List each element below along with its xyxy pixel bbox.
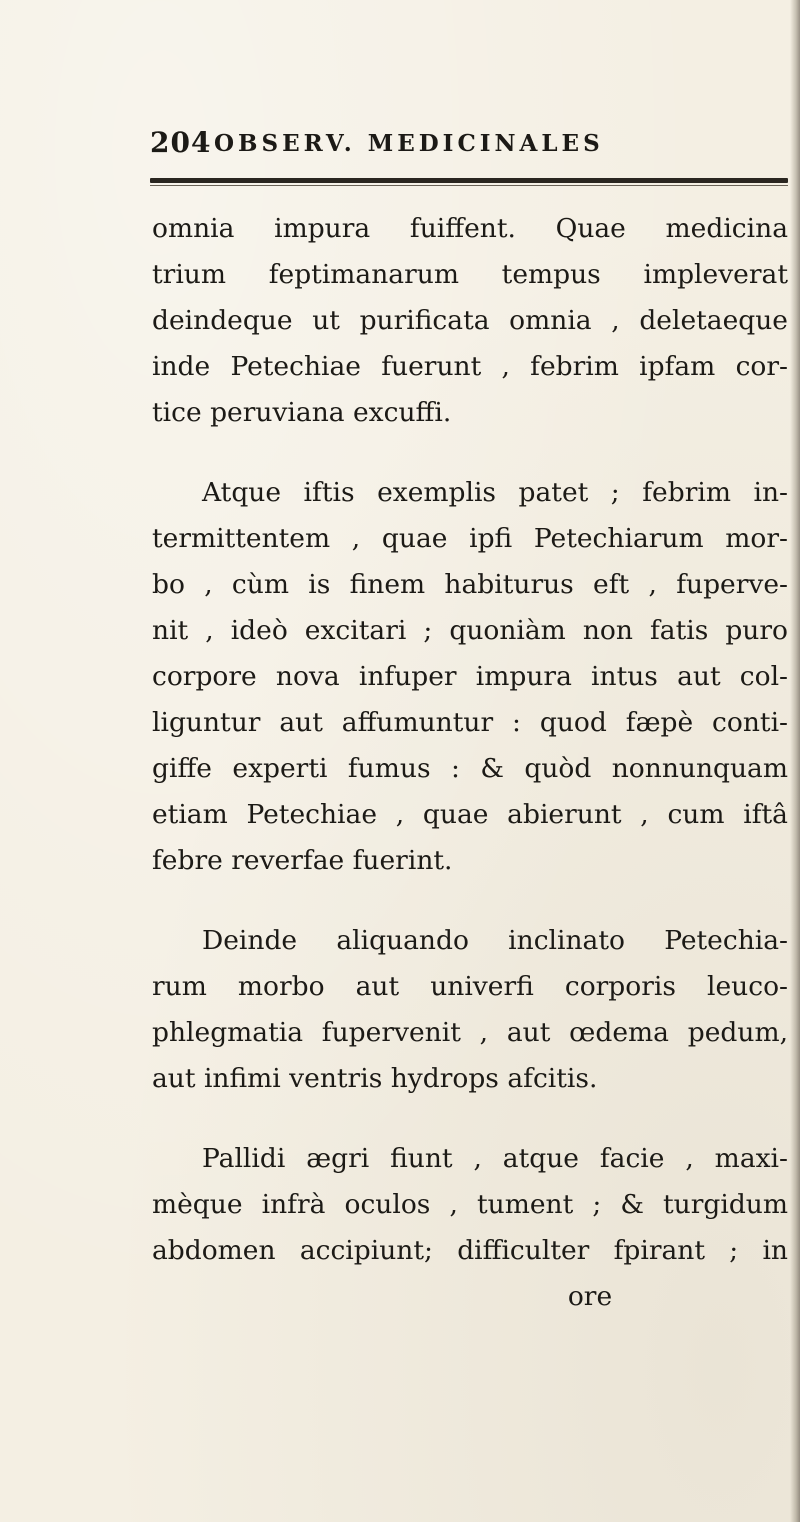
running-title: OBSERV. MEDICINALES xyxy=(214,130,604,157)
text-line: Pallidi ægri fiunt , atque facie , maxi- xyxy=(202,1143,788,1174)
page-edge-shadow xyxy=(790,0,800,1522)
header-rule xyxy=(150,178,788,183)
text-line: mèque infrà oculos , tument ; & turgidum xyxy=(152,1189,788,1220)
running-header xyxy=(150,126,790,166)
text-line: inde Petechiae fuerunt , febrim ipfam cor- xyxy=(152,351,788,382)
page-number: 204 xyxy=(150,126,212,159)
text-line: deindeque ut purificata omnia , deletaeque xyxy=(152,305,788,336)
text-line: abdomen accipiunt; difficulter fpirant ; in xyxy=(152,1235,788,1266)
text-line: bo , cùm is finem habiturus eft , fuperve- xyxy=(152,569,788,600)
text-line: corpore nova infuper impura intus aut col- xyxy=(152,661,788,692)
body-text xyxy=(152,206,788,1320)
text-line: rum morbo aut univerfi corporis leuco- xyxy=(152,971,788,1002)
text-line: etiam Petechiae , quae abierunt , cum iftâ xyxy=(152,799,788,830)
text-line: liguntur aut affumuntur : quod fæpè conti- xyxy=(152,707,788,738)
text-line: febre reverfae fuerint. xyxy=(152,845,453,876)
text-line: tice peruviana excuffi. xyxy=(152,397,452,428)
text-line: termittentem , quae ipfi Petechiarum mor- xyxy=(152,523,788,554)
text-line: nit , ideò excitari ; quoniàm non fatis puro xyxy=(152,615,788,646)
catchword: ore xyxy=(567,1281,613,1312)
text-line: Deinde aliquando inclinato Petechia- xyxy=(202,925,788,956)
text-line: Atque iftis exemplis patet ; febrim in- xyxy=(202,477,788,508)
text-line: phlegmatia fupervenit , aut œdema pedum, xyxy=(152,1017,788,1048)
text-line: aut infimi ventris hydrops afcitis. xyxy=(152,1063,598,1094)
header-rule-thin xyxy=(150,185,788,186)
text-line: giffe experti fumus : & quòd nonnunquam xyxy=(152,753,788,784)
text-line: omnia impura fuiffent. Quae medicina xyxy=(152,213,788,244)
text-line: trium feptimanarum tempus impleverat xyxy=(152,259,788,290)
